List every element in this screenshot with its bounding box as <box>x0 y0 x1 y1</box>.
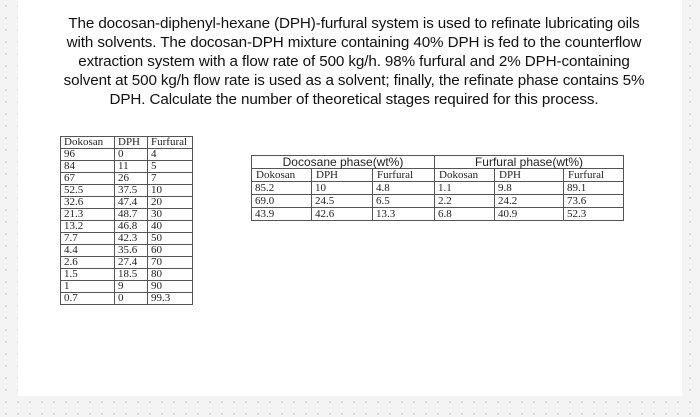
table-cell: 1 <box>61 281 115 293</box>
table-cell: 30 <box>148 209 193 221</box>
table-cell: 99.3 <box>148 293 193 305</box>
table-cell: 0.7 <box>61 293 115 305</box>
column-header: Dokosan <box>435 169 495 182</box>
table-cell: 32.6 <box>61 197 115 209</box>
table-cell: 52.3 <box>564 208 624 221</box>
problem-line: The docosan-diphenyl-hexane (DPH)-furfural system is used to refinate lubricating oils <box>68 15 640 32</box>
table-cell: 0 <box>115 293 148 305</box>
table-row <box>61 257 193 269</box>
docosane-phase-header: Docosane phase(wt%) <box>252 156 435 169</box>
table-row <box>61 233 193 245</box>
table-row <box>61 293 193 305</box>
table-row <box>252 182 624 195</box>
table-cell: 52.5 <box>61 185 115 197</box>
table-cell: 24.2 <box>495 195 564 208</box>
table-cell: 50 <box>148 233 193 245</box>
table-cell: 42.3 <box>115 233 148 245</box>
table-cell: 85.2 <box>252 182 312 195</box>
table-cell: 47.4 <box>115 197 148 209</box>
table-cell: 27.4 <box>115 257 148 269</box>
question-card <box>18 0 682 396</box>
table-cell: 89.1 <box>564 182 624 195</box>
table-row <box>61 269 193 281</box>
table-cell: 73.6 <box>564 195 624 208</box>
table-cell: 67 <box>61 173 115 185</box>
table-cell: 5 <box>148 161 193 173</box>
table-cell: 69.0 <box>252 195 312 208</box>
table-cell: 4.4 <box>61 245 115 257</box>
table-cell: 21.3 <box>61 209 115 221</box>
table-row <box>61 245 193 257</box>
table-cell: 0 <box>115 149 148 161</box>
table-cell: 9 <box>115 281 148 293</box>
table-cell: 60 <box>148 245 193 257</box>
table-row <box>61 149 193 161</box>
table-cell: 7.7 <box>61 233 115 245</box>
table-header-row <box>252 169 624 182</box>
table-cell: 1.1 <box>435 182 495 195</box>
table-cell: 84 <box>61 161 115 173</box>
column-header: Furfural <box>564 169 624 182</box>
problem-line: with solvents. The docosan-DPH mixture containing 40% DPH is fed to the counterflow <box>66 34 642 51</box>
table-row <box>61 173 193 185</box>
table-row <box>61 185 193 197</box>
column-header: Dokosan <box>252 169 312 182</box>
column-header: DPH <box>312 169 373 182</box>
table-cell: 13.2 <box>61 221 115 233</box>
table-cell: 13.3 <box>373 208 435 221</box>
table-cell: 96 <box>61 149 115 161</box>
table-cell: 20 <box>148 197 193 209</box>
table-row <box>61 161 193 173</box>
table-cell: 2.2 <box>435 195 495 208</box>
column-header: DPH <box>495 169 564 182</box>
table-cell: 7 <box>148 173 193 185</box>
table-cell: 40 <box>148 221 193 233</box>
problem-line: DPH. Calculate the number of theoretical stages required for this process. <box>109 91 599 108</box>
table-row <box>61 197 193 209</box>
table-cell: 43.9 <box>252 208 312 221</box>
column-header: DPH <box>115 137 148 149</box>
table-row <box>61 209 193 221</box>
table-cell: 18.5 <box>115 269 148 281</box>
table-cell: 10 <box>148 185 193 197</box>
table-row <box>61 221 193 233</box>
problem-line: extraction system with a flow rate of 500 kg/h. 98% furfural and 2% DPH-containing <box>78 53 630 70</box>
equilibrium-data-table <box>60 136 193 305</box>
table-cell: 24.5 <box>312 195 373 208</box>
table-cell: 35.6 <box>115 245 148 257</box>
table-cell: 26 <box>115 173 148 185</box>
table-cell: 11 <box>115 161 148 173</box>
column-header: Furfural <box>373 169 435 182</box>
table-cell: 4 <box>148 149 193 161</box>
table-cell: 9.8 <box>495 182 564 195</box>
table-header-row <box>61 137 193 149</box>
problem-statement <box>48 14 660 109</box>
phase-header-row <box>252 156 624 169</box>
table-cell: 46.8 <box>115 221 148 233</box>
table-row <box>252 208 624 221</box>
table-cell: 4.8 <box>373 182 435 195</box>
table-cell: 70 <box>148 257 193 269</box>
column-header: Furfural <box>148 137 193 149</box>
table-row <box>252 195 624 208</box>
table-cell: 1.5 <box>61 269 115 281</box>
table-cell: 48.7 <box>115 209 148 221</box>
table-cell: 40.9 <box>495 208 564 221</box>
table-cell: 6.8 <box>435 208 495 221</box>
table-cell: 37.5 <box>115 185 148 197</box>
table-cell: 80 <box>148 269 193 281</box>
column-header: Dokosan <box>61 137 115 149</box>
table-cell: 6.5 <box>373 195 435 208</box>
furfural-phase-header: Furfural phase(wt%) <box>435 156 624 169</box>
problem-line: solvent at 500 kg/h flow rate is used as a solvent; finally, the refinate phase contains 5% <box>63 72 645 89</box>
table-cell: 2.6 <box>61 257 115 269</box>
table-cell: 10 <box>312 182 373 195</box>
table-cell: 42.6 <box>312 208 373 221</box>
tie-line-table <box>251 155 624 221</box>
table-cell: 90 <box>148 281 193 293</box>
table-row <box>61 281 193 293</box>
